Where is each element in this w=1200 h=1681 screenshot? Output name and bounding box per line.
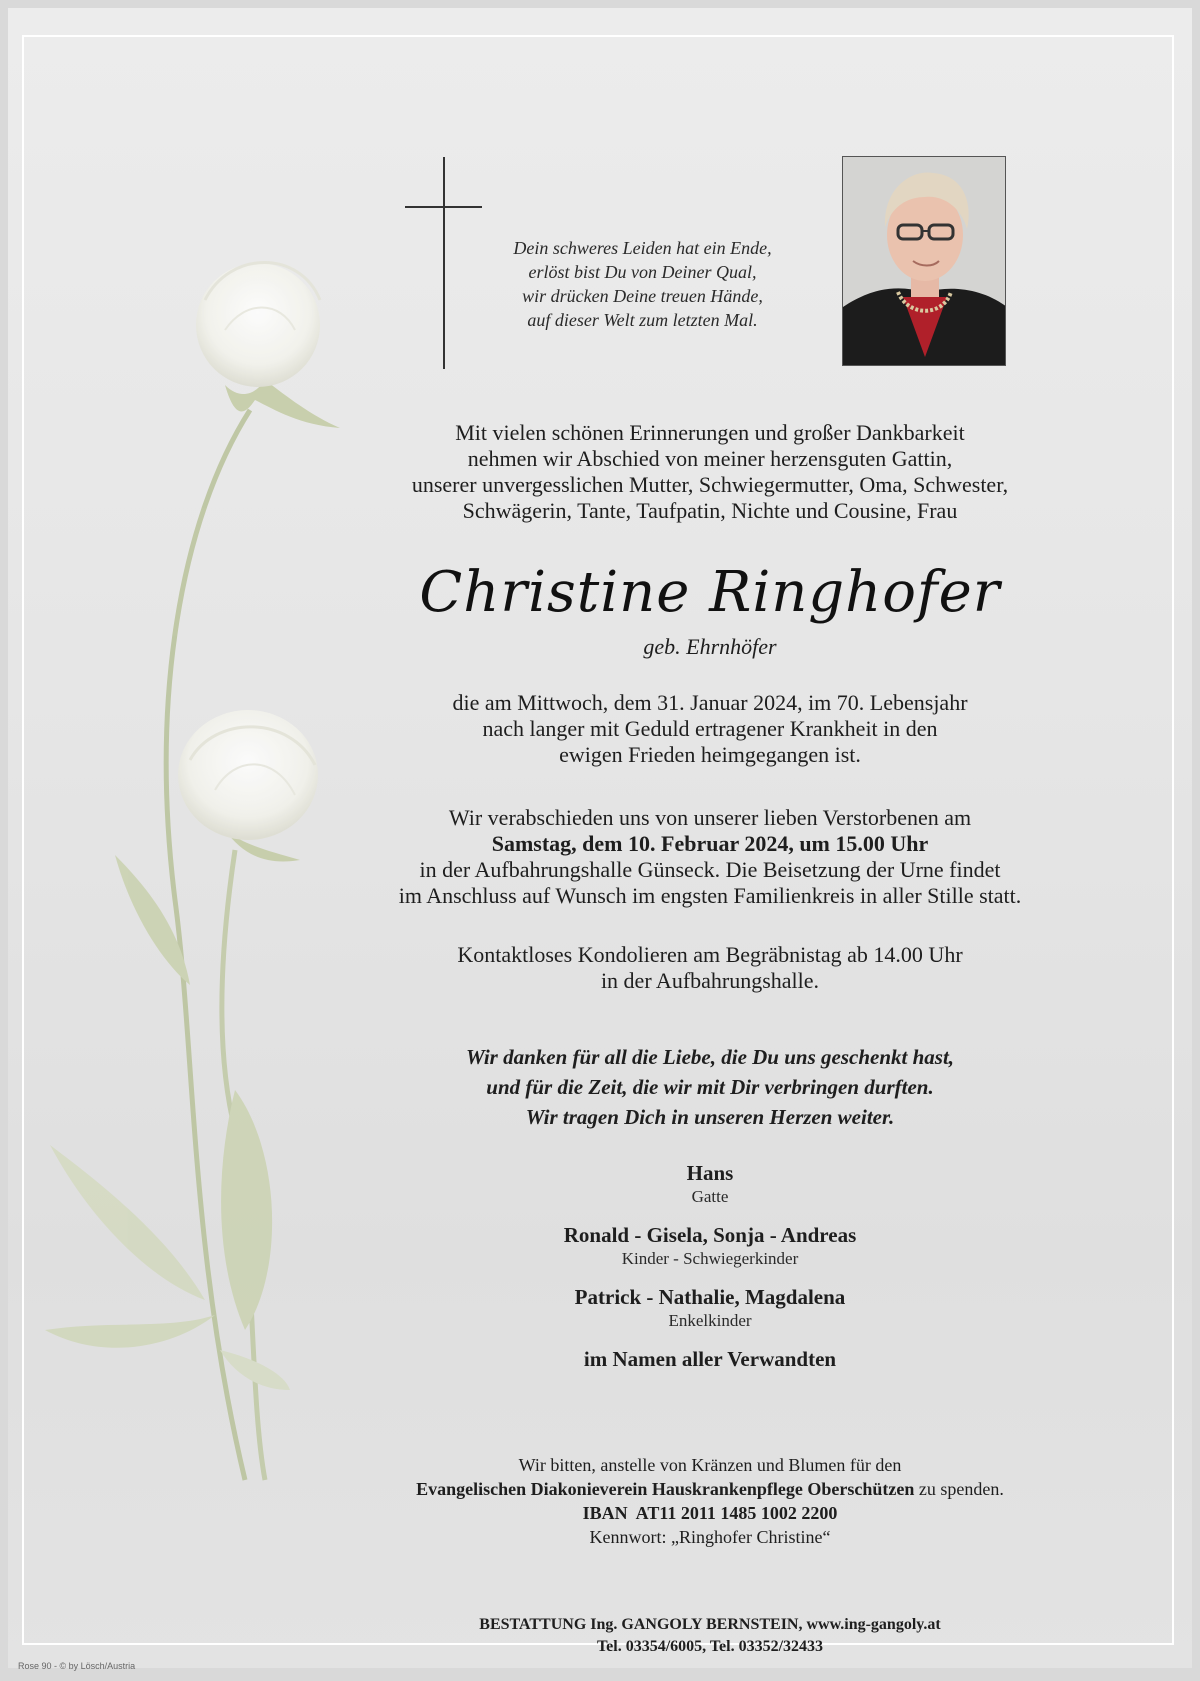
condolence-info: [340, 942, 1080, 994]
rose-leaf: [221, 1090, 272, 1330]
mourner-names: Ronald - Gisela, Sonja - Andreas: [563, 1223, 857, 1247]
death-line: nach langer mit Geduld ertragener Krankheit in den: [482, 716, 938, 741]
rose-bloom: [196, 263, 320, 387]
mourner-names: Hans: [686, 1161, 734, 1185]
mourner-names: Patrick - Nathalie, Magdalena: [574, 1285, 846, 1309]
funeral-home-name: BESTATTUNG Ing. GANGOLY BERNSTEIN, www.ing-gangoly.at: [479, 1616, 941, 1633]
mourner-role: Kinder - Schwiegerkinder: [621, 1249, 799, 1268]
funeral-line: Wir verabschieden uns von unserer lieben Verstorbenen am: [448, 805, 972, 830]
memorial-poem: [470, 236, 815, 332]
donation-org: Evangelischen Diakonieverein Hauskrankenpflege Oberschützen: [416, 1479, 915, 1499]
condolence-line: Kontaktloses Kondolieren am Begräbnistag ab 14.00 Uhr: [457, 942, 963, 967]
thanks-line: Wir tragen Dich in unseren Herzen weiter.: [525, 1105, 895, 1129]
funeral-date: Samstag, dem 10. Februar 2024, um 15.00 Uhr: [491, 831, 929, 856]
donation-keyword: Kennwort: „Ringhofer Christine“: [589, 1527, 831, 1547]
intro-line: nehmen wir Abschied von meiner herzensguten Gattin,: [467, 446, 953, 471]
funeral-home-phone: Tel. 03354/6005, Tel. 03352/32433: [596, 1638, 824, 1655]
intro-line: Schwägerin, Tante, Taufpatin, Nichte und Cousine, Frau: [462, 498, 958, 523]
funeral-line: in der Aufbahrungshalle Günseck. Die Beisetzung der Urne findet: [419, 857, 1001, 882]
donation-request: [340, 1453, 1080, 1549]
donation-suffix: zu spenden.: [914, 1479, 1004, 1499]
donation-org-line: [340, 1477, 1080, 1501]
funeral-home-footer: [340, 1614, 1080, 1658]
death-line: ewigen Frieden heimgegangen ist.: [559, 742, 861, 767]
intro-line: Mit vielen schönen Erinnerungen und großer Dankbarkeit: [455, 420, 965, 445]
image-credit: Rose 90 - © by Lösch/Austria: [18, 1661, 136, 1671]
thanks-line: Wir danken für all die Liebe, die Du uns geschenkt hast,: [465, 1045, 955, 1069]
poem-line: erlöst bist Du von Deiner Qual,: [528, 262, 757, 282]
rose-leaf: [45, 1315, 215, 1348]
mourner-role: Gatte: [691, 1187, 729, 1206]
mourner-role: Enkelkinder: [668, 1311, 752, 1330]
intro-line: unserer unvergesslichen Mutter, Schwiegermutter, Oma, Schwester,: [411, 472, 1009, 497]
all-relatives: im Namen aller Verwandten: [583, 1347, 837, 1371]
condolence-line: in der Aufbahrungshalle.: [600, 968, 820, 993]
portrait-photo: [842, 156, 1006, 366]
thanks-verse: [340, 1042, 1080, 1132]
rose-bloom: [178, 710, 318, 840]
poem-line: wir drücken Deine treuen Hände,: [522, 286, 763, 306]
iban: IBAN AT11 2011 1485 1002 2200: [582, 1503, 838, 1523]
death-notice: [340, 690, 1080, 768]
deceased-name: Christine Ringhofer: [419, 560, 1001, 625]
donation-line: Wir bitten, anstelle von Kränzen und Blumen für den: [518, 1455, 902, 1475]
mourners-list: [340, 1160, 1080, 1372]
thanks-line: und für die Zeit, die wir mit Dir verbringen durften.: [486, 1075, 934, 1099]
white-roses-illustration: [0, 0, 360, 1681]
death-line: die am Mittwoch, dem 31. Januar 2024, im 70. Lebensjahr: [452, 690, 968, 715]
intro-text: [340, 420, 1080, 524]
poem-line: Dein schweres Leiden hat ein Ende,: [513, 238, 772, 258]
funeral-details: [340, 805, 1080, 909]
poem-line: auf dieser Welt zum letzten Mal.: [527, 310, 758, 330]
birth-name: geb. Ehrnhöfer: [643, 634, 777, 659]
funeral-line: im Anschluss auf Wunsch im engsten Familienkreis in aller Stille statt.: [398, 883, 1022, 908]
rose-leaf: [50, 1145, 205, 1300]
